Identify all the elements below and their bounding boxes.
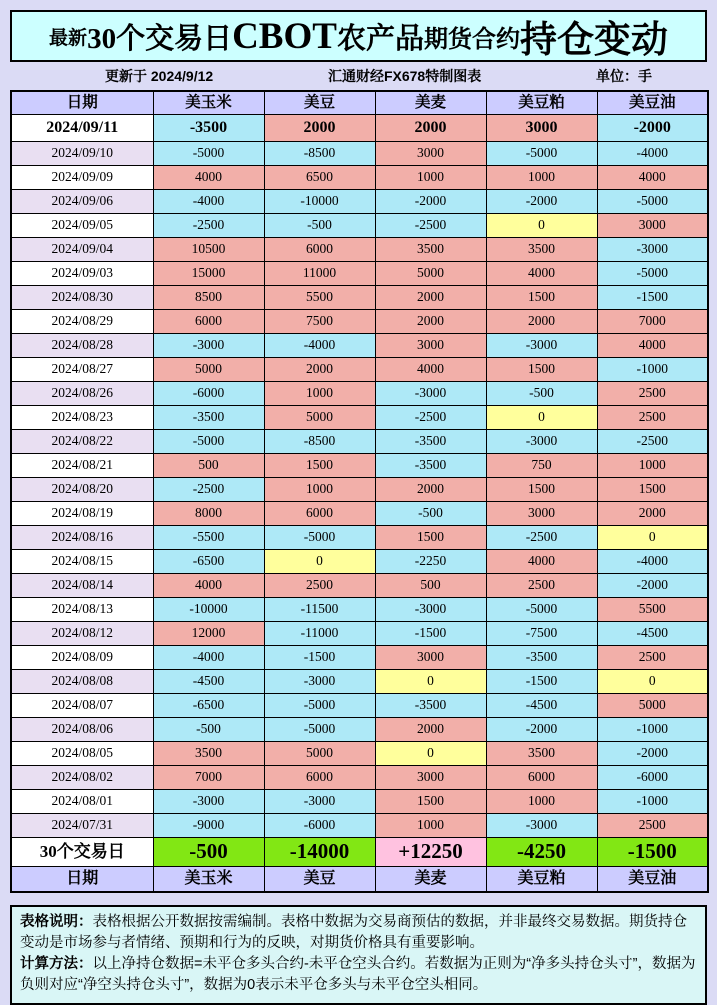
table-row bbox=[11, 813, 708, 837]
value-cell: 3000 bbox=[375, 765, 486, 789]
value-cell: -7500 bbox=[486, 621, 597, 645]
value-cell: -1000 bbox=[597, 789, 708, 813]
date-cell: 2024/08/05 bbox=[11, 741, 153, 765]
value-cell: -4000 bbox=[153, 645, 264, 669]
table-row bbox=[11, 165, 708, 189]
footer-column-header: 日期 bbox=[11, 866, 153, 892]
value-cell: 1000 bbox=[264, 381, 375, 405]
footer-column-header: 美豆油 bbox=[597, 866, 708, 892]
value-cell: -2500 bbox=[153, 213, 264, 237]
value-cell: -1000 bbox=[597, 717, 708, 741]
value-cell: -11000 bbox=[264, 621, 375, 645]
table-row bbox=[11, 237, 708, 261]
footer-header-row bbox=[11, 866, 708, 892]
title-segment: 30个交易日 bbox=[87, 22, 233, 55]
page-title bbox=[10, 10, 707, 62]
value-cell: -5000 bbox=[264, 717, 375, 741]
value-cell: 2000 bbox=[375, 285, 486, 309]
value-cell: -8500 bbox=[264, 429, 375, 453]
value-cell: -5000 bbox=[153, 429, 264, 453]
date-cell: 2024/08/20 bbox=[11, 477, 153, 501]
date-cell: 2024/08/08 bbox=[11, 669, 153, 693]
table-row bbox=[11, 693, 708, 717]
value-cell: -4000 bbox=[264, 333, 375, 357]
table-row bbox=[11, 261, 708, 285]
value-cell: -3000 bbox=[153, 333, 264, 357]
value-cell: 4000 bbox=[597, 165, 708, 189]
value-cell: -3000 bbox=[375, 597, 486, 621]
footer-column-header: 美豆粕 bbox=[486, 866, 597, 892]
value-cell: -4500 bbox=[153, 669, 264, 693]
date-cell: 2024/08/12 bbox=[11, 621, 153, 645]
value-cell: -3000 bbox=[264, 669, 375, 693]
value-cell: -11500 bbox=[264, 597, 375, 621]
value-cell: -6500 bbox=[153, 693, 264, 717]
value-cell: 2500 bbox=[486, 573, 597, 597]
summary-value-cell: -14000 bbox=[264, 837, 375, 866]
value-cell: 0 bbox=[264, 549, 375, 573]
value-cell: -3000 bbox=[597, 237, 708, 261]
value-cell: -2250 bbox=[375, 549, 486, 573]
value-cell: 5000 bbox=[264, 405, 375, 429]
value-cell: 6000 bbox=[264, 765, 375, 789]
title-segment: 期货合约 bbox=[423, 26, 520, 53]
value-cell: -2000 bbox=[597, 573, 708, 597]
value-cell: 0 bbox=[597, 669, 708, 693]
source-label: 汇通财经FX678特制图表 bbox=[327, 68, 482, 84]
value-cell: 5500 bbox=[264, 285, 375, 309]
table-row bbox=[11, 597, 708, 621]
value-cell: 3000 bbox=[597, 213, 708, 237]
value-cell: 2000 bbox=[486, 309, 597, 333]
value-cell: -2500 bbox=[375, 405, 486, 429]
value-cell: 1500 bbox=[264, 453, 375, 477]
meta-bar bbox=[10, 62, 707, 90]
value-cell: -3000 bbox=[486, 333, 597, 357]
notes-text-2: 以上净持仓数据=未平仓多头合约-未平仓空头合约。若数据为正则为“净多头持仓头寸”，数据为负则对应“净空头持仓头寸”，数据为0表示未平仓多头与未平仓空头相同。 bbox=[20, 956, 696, 994]
footer-column-header: 美玉米 bbox=[153, 866, 264, 892]
date-cell: 2024/08/01 bbox=[11, 789, 153, 813]
value-cell: 7500 bbox=[264, 309, 375, 333]
value-cell: 1500 bbox=[597, 477, 708, 501]
value-cell: 0 bbox=[486, 213, 597, 237]
table-row bbox=[11, 621, 708, 645]
value-cell: -5000 bbox=[153, 141, 264, 165]
date-cell: 2024/08/07 bbox=[11, 693, 153, 717]
value-cell: 3000 bbox=[375, 333, 486, 357]
value-cell: 2000 bbox=[597, 501, 708, 525]
value-cell: 0 bbox=[486, 405, 597, 429]
value-cell: -5500 bbox=[153, 525, 264, 549]
date-cell: 2024/09/11 bbox=[11, 114, 153, 141]
value-cell: 4000 bbox=[597, 333, 708, 357]
value-cell: 1500 bbox=[375, 525, 486, 549]
value-cell: 6000 bbox=[153, 309, 264, 333]
unit-label: 单位：手 bbox=[595, 68, 652, 84]
value-cell: 1000 bbox=[486, 165, 597, 189]
value-cell: -500 bbox=[153, 717, 264, 741]
title-segment: 持仓变动 bbox=[519, 20, 668, 61]
value-cell: -1000 bbox=[597, 357, 708, 381]
value-cell: 2500 bbox=[264, 573, 375, 597]
table-row bbox=[11, 429, 708, 453]
value-cell: 1000 bbox=[264, 477, 375, 501]
table-row bbox=[11, 189, 708, 213]
positions-table bbox=[10, 90, 709, 893]
value-cell: 4000 bbox=[153, 573, 264, 597]
value-cell: -4000 bbox=[153, 189, 264, 213]
value-cell: 2000 bbox=[375, 114, 486, 141]
value-cell: 4000 bbox=[153, 165, 264, 189]
footer-column-header: 美麦 bbox=[375, 866, 486, 892]
value-cell: 5000 bbox=[153, 357, 264, 381]
value-cell: -2000 bbox=[597, 114, 708, 141]
value-cell: 5000 bbox=[597, 693, 708, 717]
table-row bbox=[11, 285, 708, 309]
table-row bbox=[11, 333, 708, 357]
value-cell: 8000 bbox=[153, 501, 264, 525]
notes-label-2: 计算方法： bbox=[20, 956, 93, 973]
value-cell: 1500 bbox=[486, 285, 597, 309]
footer-column-header: 美豆 bbox=[264, 866, 375, 892]
value-cell: -5000 bbox=[264, 693, 375, 717]
table-row bbox=[11, 141, 708, 165]
value-cell: 1000 bbox=[486, 789, 597, 813]
date-cell: 2024/08/26 bbox=[11, 381, 153, 405]
value-cell: -6000 bbox=[597, 765, 708, 789]
value-cell: 3000 bbox=[486, 114, 597, 141]
value-cell: -3500 bbox=[375, 453, 486, 477]
table-row bbox=[11, 477, 708, 501]
table-row bbox=[11, 741, 708, 765]
value-cell: -5000 bbox=[486, 141, 597, 165]
summary-value-cell: -500 bbox=[153, 837, 264, 866]
title-segment: 最新 bbox=[49, 27, 88, 49]
summary-value-cell: +12250 bbox=[375, 837, 486, 866]
value-cell: 2000 bbox=[264, 114, 375, 141]
table-row bbox=[11, 717, 708, 741]
value-cell: 2000 bbox=[375, 309, 486, 333]
value-cell: -2500 bbox=[486, 525, 597, 549]
summary-value-cell: -1500 bbox=[597, 837, 708, 866]
column-header: 美豆油 bbox=[597, 91, 708, 114]
date-cell: 2024/07/31 bbox=[11, 813, 153, 837]
value-cell: 6500 bbox=[264, 165, 375, 189]
value-cell: 8500 bbox=[153, 285, 264, 309]
date-cell: 2024/08/30 bbox=[11, 285, 153, 309]
value-cell: -3500 bbox=[375, 429, 486, 453]
value-cell: 1500 bbox=[486, 357, 597, 381]
notes-box bbox=[10, 905, 707, 1005]
date-cell: 2024/08/29 bbox=[11, 309, 153, 333]
value-cell: 5000 bbox=[375, 261, 486, 285]
value-cell: 1500 bbox=[486, 477, 597, 501]
value-cell: 0 bbox=[375, 669, 486, 693]
value-cell: 2500 bbox=[597, 381, 708, 405]
value-cell: -3500 bbox=[375, 693, 486, 717]
date-cell: 2024/08/13 bbox=[11, 597, 153, 621]
value-cell: -1500 bbox=[264, 645, 375, 669]
value-cell: 3500 bbox=[375, 237, 486, 261]
notes-text-1: 表格根据公开数据按需编制。表格中数据为交易商预估的数据，并非最终交易数据。期货持仓变动是市场参与者情绪、预期和行为的反映，对期货价格具有重要影响。 bbox=[20, 914, 687, 952]
date-cell: 2024/08/02 bbox=[11, 765, 153, 789]
value-cell: 2500 bbox=[597, 405, 708, 429]
value-cell: 500 bbox=[153, 453, 264, 477]
date-cell: 2024/08/28 bbox=[11, 333, 153, 357]
value-cell: 3500 bbox=[486, 741, 597, 765]
table-row bbox=[11, 213, 708, 237]
value-cell: 6000 bbox=[264, 237, 375, 261]
value-cell: 0 bbox=[597, 525, 708, 549]
column-header: 美豆粕 bbox=[486, 91, 597, 114]
value-cell: 7000 bbox=[597, 309, 708, 333]
date-cell: 2024/08/23 bbox=[11, 405, 153, 429]
value-cell: 3000 bbox=[486, 501, 597, 525]
value-cell: 1000 bbox=[597, 453, 708, 477]
date-cell: 2024/09/10 bbox=[11, 141, 153, 165]
value-cell: -6000 bbox=[264, 813, 375, 837]
value-cell: -3500 bbox=[153, 405, 264, 429]
column-header: 美麦 bbox=[375, 91, 486, 114]
date-cell: 2024/08/16 bbox=[11, 525, 153, 549]
value-cell: -2500 bbox=[153, 477, 264, 501]
date-cell: 2024/09/05 bbox=[11, 213, 153, 237]
value-cell: -10000 bbox=[264, 189, 375, 213]
value-cell: 3000 bbox=[375, 141, 486, 165]
value-cell: 4000 bbox=[486, 261, 597, 285]
value-cell: -8500 bbox=[264, 141, 375, 165]
value-cell: -4500 bbox=[486, 693, 597, 717]
table-row bbox=[11, 549, 708, 573]
value-cell: 750 bbox=[486, 453, 597, 477]
value-cell: -3000 bbox=[486, 813, 597, 837]
value-cell: 6000 bbox=[486, 765, 597, 789]
column-header: 日期 bbox=[11, 91, 153, 114]
table-row bbox=[11, 381, 708, 405]
date-cell: 2024/08/14 bbox=[11, 573, 153, 597]
notes-label-1: 表格说明： bbox=[20, 914, 93, 930]
value-cell: -4000 bbox=[597, 141, 708, 165]
value-cell: 2000 bbox=[375, 477, 486, 501]
value-cell: 7000 bbox=[153, 765, 264, 789]
value-cell: 4000 bbox=[375, 357, 486, 381]
value-cell: -2000 bbox=[486, 717, 597, 741]
value-cell: 3500 bbox=[153, 741, 264, 765]
value-cell: 3500 bbox=[486, 237, 597, 261]
value-cell: 12000 bbox=[153, 621, 264, 645]
table-row bbox=[11, 453, 708, 477]
title-segment: 农产品 bbox=[336, 22, 424, 55]
value-cell: -3000 bbox=[375, 381, 486, 405]
value-cell: -3500 bbox=[486, 645, 597, 669]
table-row bbox=[11, 525, 708, 549]
summary-row bbox=[11, 837, 708, 866]
column-header: 美玉米 bbox=[153, 91, 264, 114]
value-cell: -9000 bbox=[153, 813, 264, 837]
date-cell: 2024/08/27 bbox=[11, 357, 153, 381]
value-cell: -500 bbox=[375, 501, 486, 525]
value-cell: 0 bbox=[375, 741, 486, 765]
value-cell: 5500 bbox=[597, 597, 708, 621]
value-cell: -3000 bbox=[264, 789, 375, 813]
value-cell: 4000 bbox=[486, 549, 597, 573]
value-cell: -6000 bbox=[153, 381, 264, 405]
value-cell: 1500 bbox=[375, 789, 486, 813]
value-cell: -3500 bbox=[153, 114, 264, 141]
value-cell: 11000 bbox=[264, 261, 375, 285]
value-cell: -1500 bbox=[597, 285, 708, 309]
value-cell: 1000 bbox=[375, 165, 486, 189]
summary-value-cell: -4250 bbox=[486, 837, 597, 866]
table-row bbox=[11, 501, 708, 525]
value-cell: 5000 bbox=[264, 741, 375, 765]
value-cell: -3000 bbox=[486, 429, 597, 453]
summary-label: 30个交易日 bbox=[11, 837, 153, 866]
table-row bbox=[11, 309, 708, 333]
value-cell: -500 bbox=[264, 213, 375, 237]
date-cell: 2024/09/09 bbox=[11, 165, 153, 189]
table-row bbox=[11, 669, 708, 693]
value-cell: -2500 bbox=[375, 213, 486, 237]
value-cell: -1500 bbox=[375, 621, 486, 645]
value-cell: -1500 bbox=[486, 669, 597, 693]
date-cell: 2024/08/21 bbox=[11, 453, 153, 477]
value-cell: -2000 bbox=[486, 189, 597, 213]
value-cell: -2000 bbox=[597, 741, 708, 765]
date-cell: 2024/08/15 bbox=[11, 549, 153, 573]
value-cell: -4000 bbox=[597, 549, 708, 573]
value-cell: -2000 bbox=[375, 189, 486, 213]
table-header bbox=[11, 91, 708, 114]
date-cell: 2024/08/22 bbox=[11, 429, 153, 453]
date-cell: 2024/09/06 bbox=[11, 189, 153, 213]
date-cell: 2024/08/06 bbox=[11, 717, 153, 741]
date-cell: 2024/09/04 bbox=[11, 237, 153, 261]
value-cell: 10500 bbox=[153, 237, 264, 261]
value-cell: -10000 bbox=[153, 597, 264, 621]
value-cell: -2500 bbox=[597, 429, 708, 453]
header-row bbox=[11, 91, 708, 114]
value-cell: -4500 bbox=[597, 621, 708, 645]
column-header: 美豆 bbox=[264, 91, 375, 114]
title-segment: CBOT bbox=[232, 15, 337, 57]
update-date-label: 更新于 2024/9/12 bbox=[105, 68, 214, 84]
value-cell: 6000 bbox=[264, 501, 375, 525]
value-cell: 1000 bbox=[375, 813, 486, 837]
value-cell: -6500 bbox=[153, 549, 264, 573]
value-cell: -5000 bbox=[597, 261, 708, 285]
value-cell: -5000 bbox=[597, 189, 708, 213]
value-cell: 3000 bbox=[375, 645, 486, 669]
date-cell: 2024/09/03 bbox=[11, 261, 153, 285]
table-row bbox=[11, 645, 708, 669]
table-row bbox=[11, 789, 708, 813]
value-cell: 2500 bbox=[597, 645, 708, 669]
value-cell: -500 bbox=[486, 381, 597, 405]
value-cell: 2000 bbox=[264, 357, 375, 381]
value-cell: 2000 bbox=[375, 717, 486, 741]
value-cell: -5000 bbox=[486, 597, 597, 621]
date-cell: 2024/08/19 bbox=[11, 501, 153, 525]
value-cell: 15000 bbox=[153, 261, 264, 285]
table-row bbox=[11, 357, 708, 381]
value-cell: -3000 bbox=[153, 789, 264, 813]
value-cell: 500 bbox=[375, 573, 486, 597]
table-row bbox=[11, 405, 708, 429]
table-row bbox=[11, 573, 708, 597]
table-row bbox=[11, 114, 708, 141]
value-cell: 2500 bbox=[597, 813, 708, 837]
date-cell: 2024/08/09 bbox=[11, 645, 153, 669]
table-row bbox=[11, 765, 708, 789]
value-cell: -5000 bbox=[264, 525, 375, 549]
